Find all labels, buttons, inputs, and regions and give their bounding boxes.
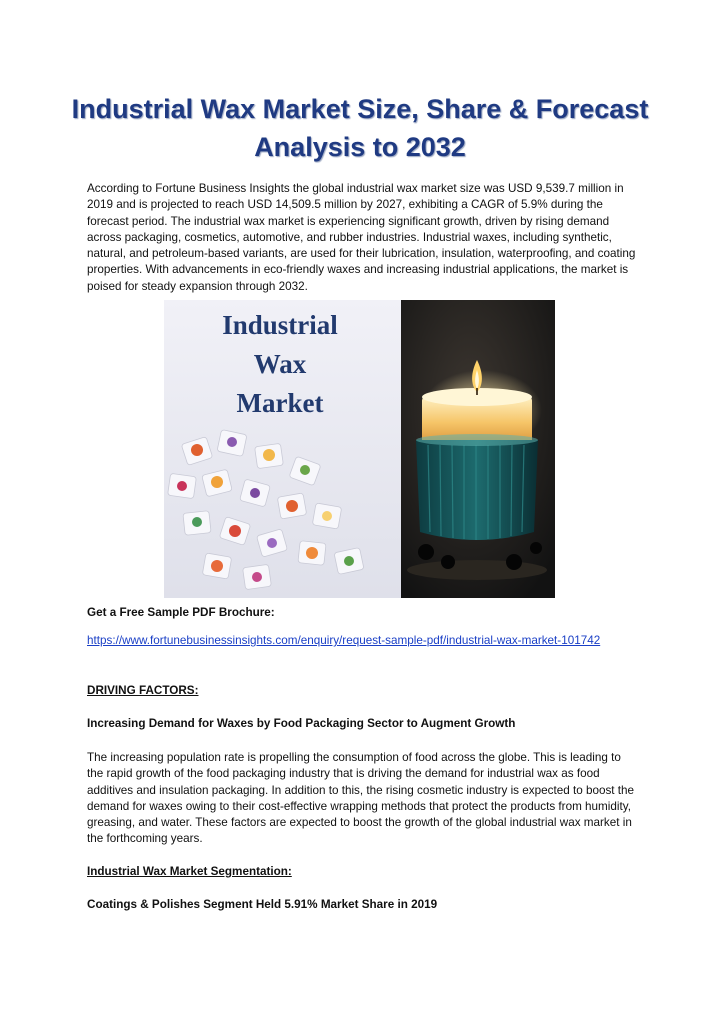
driving-factors-subheading: Increasing Demand for Waxes by Food Packaging Sector to Augment Growth: [87, 717, 516, 730]
intro-paragraph: According to Fortune Business Insights the global industrial wax market size was USD 9,539.7 million in 2019 and is projected to reach USD 14,509.5 million by 2027, exhibiting a CAGR of 5.9% during the forecast period. The industrial wax market is experiencing significant growth, driven by rising demand across packaging, cosmetics, automotive, and rubber industries. Industrial waxes, including synthetic, natural, and petroleum-based variants, are used for their lubrication, insulation, waterproofing, and coating properties. With advancements in eco-friendly waxes and increasing industrial applications, the market is poised for steady expansion through 2032.: [87, 182, 636, 293]
hero-label-line-2: Wax: [253, 349, 307, 379]
hero-image: [164, 300, 555, 598]
segmentation-subheading: Coatings & Polishes Segment Held 5.91% Market Share in 2019: [87, 898, 438, 911]
driving-factors-heading: DRIVING FACTORS:: [87, 684, 199, 697]
sample-label: Get a Free Sample PDF Brochure:: [87, 606, 275, 619]
hero-label-line-3: Market: [236, 388, 324, 418]
hero-label-line-1: Industrial: [222, 310, 338, 340]
driving-factors-paragraph: The increasing population rate is propelling the consumption of food across the globe. This is leading to the rapid growth of the food packaging industry that is driving the demand for industrial wax as food additives and insulation packaging. In addition to this, the rising cosmetic industry is expected to boost the demand for waxes owing to their cost-effective wrapping methods that protect the products from humidity, greasing, and water. These factors are expected to boost the growth of the global industrial wax market in the forthcoming years.: [87, 751, 635, 846]
page-title: Industrial Wax Market Size, Share & Forecast Analysis to 2032: [71, 94, 649, 162]
segmentation-heading: Industrial Wax Market Segmentation:: [87, 865, 292, 878]
sample-pdf-link[interactable]: https://www.fortunebusinessinsights.com/enquiry/request-sample-pdf/industrial-wax-market-101742: [87, 634, 601, 647]
